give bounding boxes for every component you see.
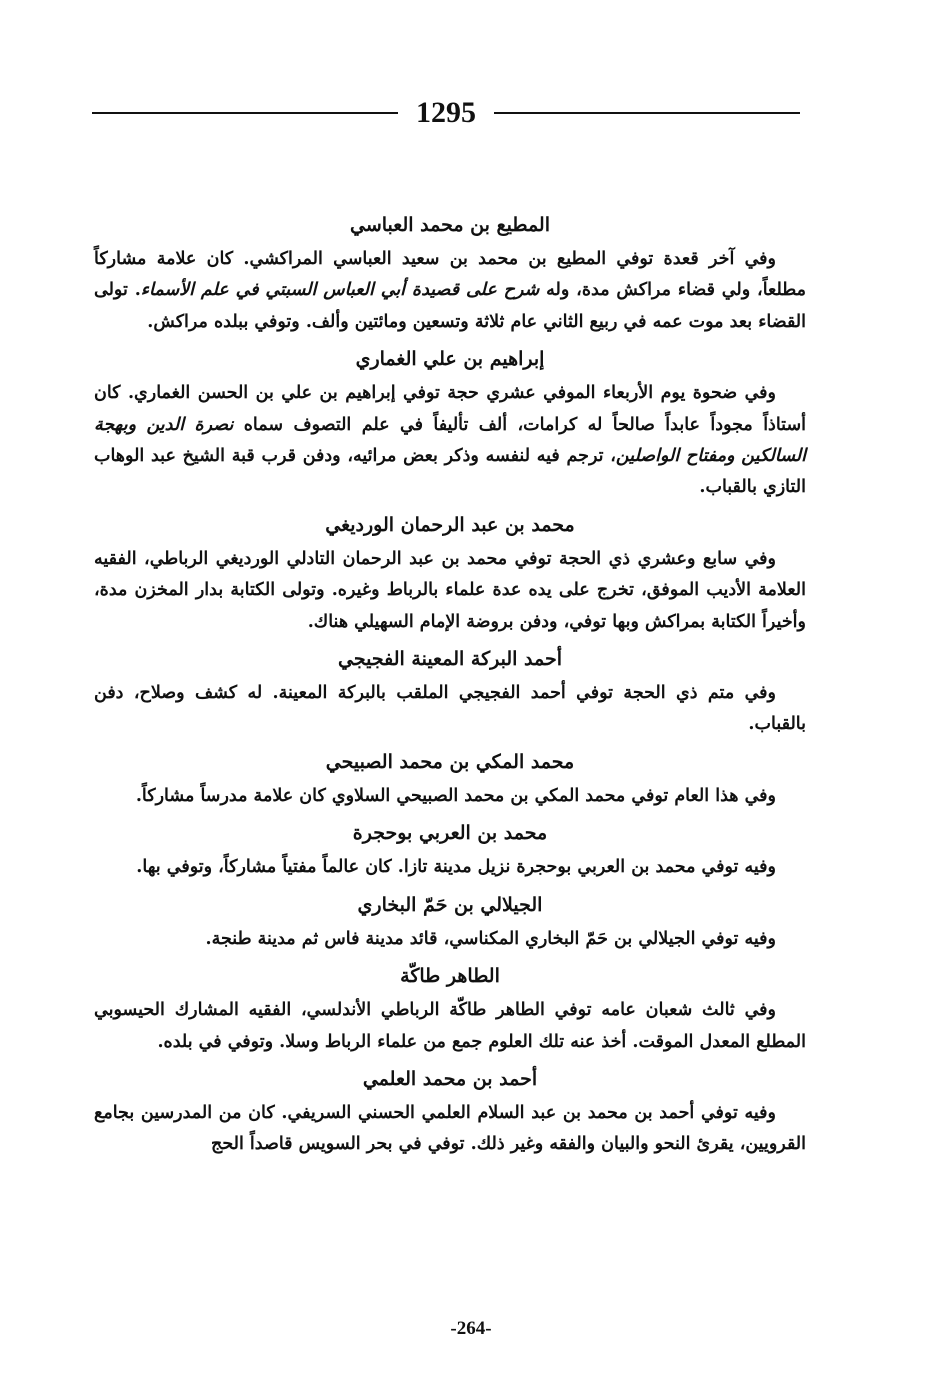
entry <box>94 888 806 955</box>
entry-text: وفيه توفي الجيلالي بن حَمّ البخاري المكناسي، قائد مدينة فاس ثم مدينة طنجة. <box>205 928 776 949</box>
entry <box>94 508 806 638</box>
entry-heading: أحمد بن محمد العلمي <box>362 1067 538 1090</box>
page-header <box>92 88 800 138</box>
entry-text: وفي ضحوة يوم الأربعاء الموفي عشري حجة توفي إبراهيم بن علي بن الحسن الغماري. كان أستاذاً مجوداً عابداً صالحاً له كرامات، ألف تأليفاً في علم التصوف سماه نصرة الدين وبهجة السالكين ومفتاح الواصلين، ترجم فيه لنفسه وذكر بعض مرائيه، ودفن قرب قبة الشيخ عبد الوهاب التازي بالقباب. <box>94 383 806 498</box>
entry-text: وفي متم ذي الحجة توفي أحمد الفجيجي الملقب بالبركة المعينة. له كشف وصلاح، دفن بالقباب. <box>94 683 806 735</box>
entry <box>94 208 806 338</box>
entry-heading: محمد بن عبد الرحمان الورديغي <box>325 513 575 536</box>
entry-heading: الطاهر طاكّة <box>400 965 500 988</box>
book-title: نصرة الدين وبهجة السالكين ومفتاح الواصلين <box>94 414 806 467</box>
entry <box>94 1062 806 1161</box>
entry-heading: محمد بن العربي بوحجرة <box>352 822 548 845</box>
book-title: شرح على قصيدة أبي العباس السبتي في علم الأسماء <box>140 280 540 301</box>
entry-text: وفي هذا العام توفي محمد المكي بن محمد الصبيحي السلاوي كان علامة مدرساً مشاركاً. <box>135 785 776 806</box>
entry-heading: إبراهيم بن علي الغماري <box>355 348 545 371</box>
entry-text: وفيه توفي أحمد بن محمد بن عبد السلام العلمي الحسني السريفي. كان من المدرسين بجامع القرويين، يقرئ النحو والبيان والفقه وغير ذلك. توفي في بحر السويس قاصداً الحج <box>94 1102 806 1155</box>
entry-text: وفي سابع وعشري ذي الحجة توفي محمد بن عبد الرحمان التادلي الورديغي الرباطي، الفقيه العلامة الأديب الموفق، تخرج على يده عدة علماء بالرباط وغيره. وتولى الكتابة بدار المخزن مدة، وأخيراً الكتابة بمراكش وبها توفي، ودفن بروضة الإمام السهيلي هناك. <box>94 548 806 632</box>
entry-heading: محمد المكي بن محمد الصبيحي <box>325 750 575 773</box>
entry <box>94 342 806 504</box>
entry <box>94 745 806 812</box>
entry-text: وفي ثالث شعبان عامه توفي الطاهر طاكّة الرباطي الأندلسي، الفقيه المشارك الحيسوبي المطلع المعدل الموقت. أخذ عنه تلك العلوم جمع من علماء الرباط وسلا. وتوفي في بلده. <box>94 1000 806 1052</box>
entry <box>94 959 806 1058</box>
entry-text: وفيه توفي محمد بن العربي بوحجرة نزيل مدينة تازا. كان عالماً مفتياً مشاركاً، وتوفي بها. <box>136 857 776 878</box>
header-rule-left <box>92 112 398 114</box>
entry <box>94 642 806 741</box>
header-rule-right <box>494 112 800 114</box>
year-heading: 1295 <box>416 96 476 129</box>
entry <box>94 816 806 883</box>
entry-text: وفي آخر قعدة توفي المطيع بن محمد بن سعيد العباسي المراكشي. كان علامة مشاركاً مطلعاً، ولي قضاء مراكش مدة، وله شرح على قصيدة أبي العباس السبتي في علم الأسماء. تولى القضاء بعد موت عمه في ربيع الثاني عام ثلاثة وتسعين ومائتين وألف. وتوفي ببلده مراكش. <box>94 249 806 332</box>
page-body <box>94 208 806 1165</box>
entry-heading: أحمد البركة المعينة الفجيجي <box>338 648 562 671</box>
entry-heading: الجيلالي بن حَمّ البخاري <box>357 893 543 916</box>
page-number: -264- <box>450 1318 492 1339</box>
entry-heading: المطيع بن محمد العباسي <box>350 214 550 236</box>
